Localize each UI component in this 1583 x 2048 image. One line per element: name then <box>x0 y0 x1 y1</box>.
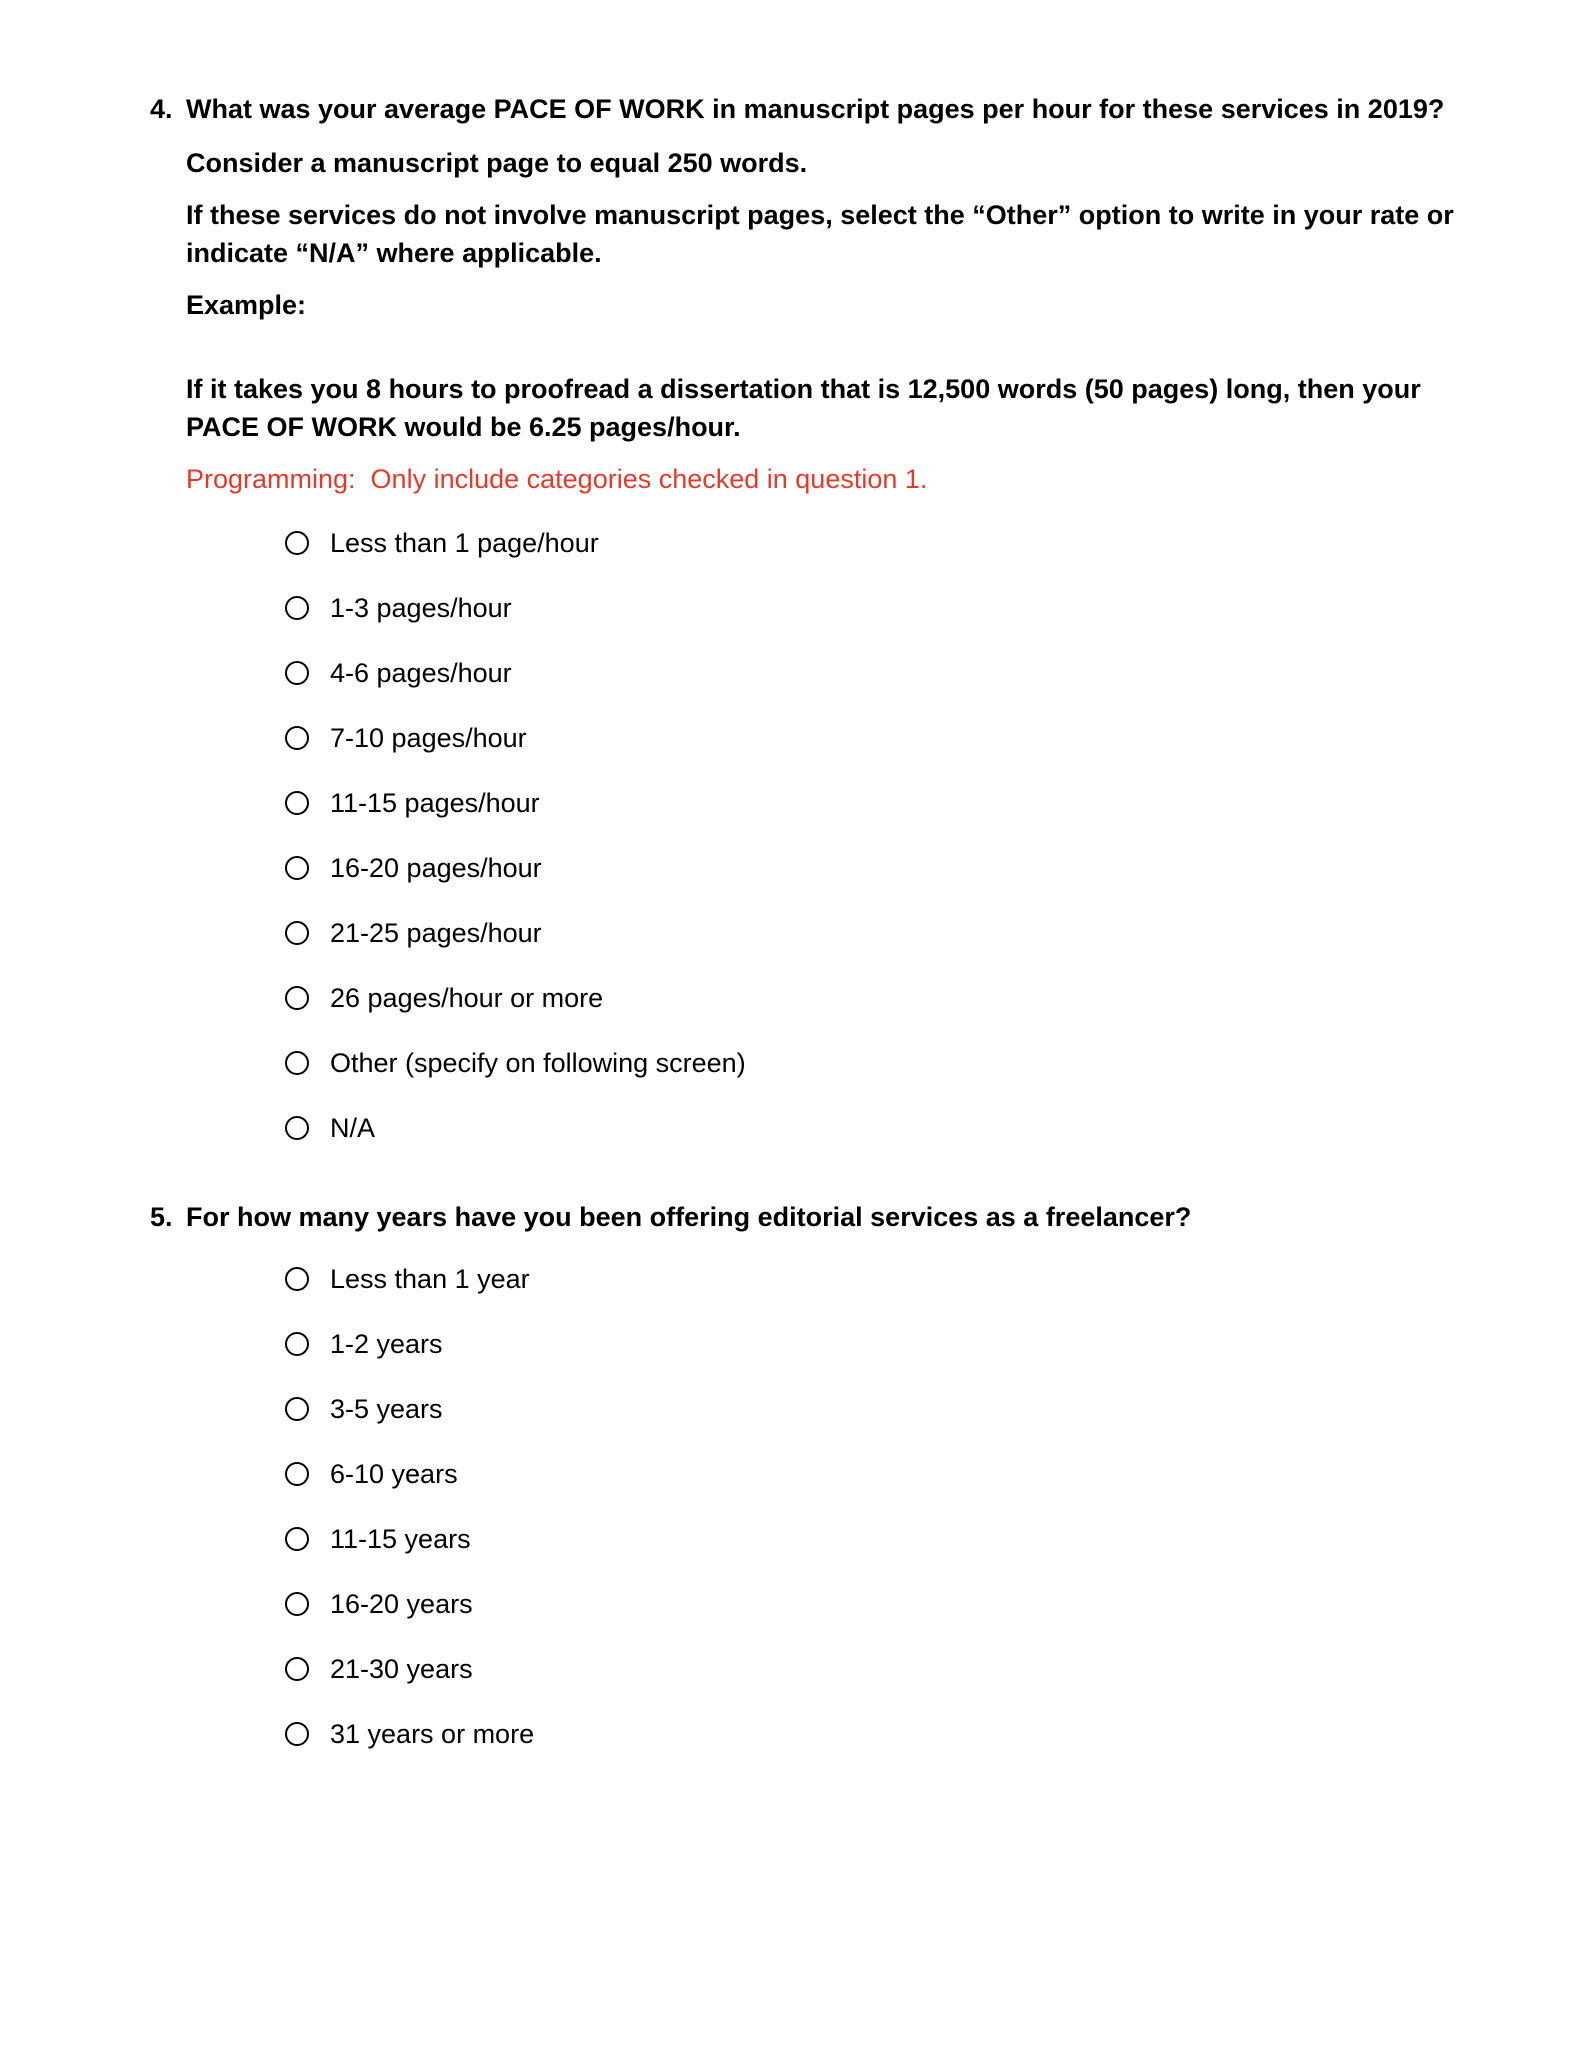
radio-option-label: 1-2 years <box>330 1328 443 1359</box>
radio-option[interactable] <box>0 510 1583 575</box>
radio-option[interactable] <box>0 575 1583 640</box>
radio-option[interactable] <box>0 900 1583 965</box>
radio-icon[interactable] <box>285 1722 309 1746</box>
radio-option-label: 7-10 pages/hour <box>330 722 527 753</box>
radio-option-label: 26 pages/hour or more <box>330 982 604 1013</box>
radio-option[interactable] <box>0 1311 1583 1376</box>
radio-icon[interactable] <box>285 986 309 1010</box>
radio-option[interactable] <box>0 640 1583 705</box>
radio-option-label: 3-5 years <box>330 1393 443 1424</box>
radio-icon[interactable] <box>285 921 309 945</box>
radio-option[interactable] <box>0 1246 1583 1311</box>
radio-icon[interactable] <box>285 531 309 555</box>
radio-icon[interactable] <box>285 1267 309 1291</box>
radio-icon[interactable] <box>285 1051 309 1075</box>
radio-option[interactable] <box>0 1441 1583 1506</box>
q4-instruction-1: Consider a manuscript page to equal 250 words. <box>186 148 808 178</box>
radio-option[interactable] <box>0 705 1583 770</box>
q5-options <box>0 1246 1583 1766</box>
radio-option-label: Less than 1 page/hour <box>330 527 599 558</box>
radio-option[interactable] <box>0 1095 1583 1160</box>
radio-icon[interactable] <box>285 1116 309 1140</box>
question-4-title: What was your average PACE OF WORK in manuscript pages per hour for these services in 2019? <box>186 94 1445 124</box>
q4-instruction-2: If these services do not involve manuscript pages, select the “Other” option to write in your rate or indicate “N/A” where applicable. <box>186 200 1462 268</box>
question-4-header <box>0 90 1583 128</box>
question-5-header <box>0 1198 1583 1236</box>
radio-option[interactable] <box>0 770 1583 835</box>
radio-option-label: N/A <box>330 1112 376 1143</box>
radio-icon[interactable] <box>285 791 309 815</box>
radio-option[interactable] <box>0 1636 1583 1701</box>
q4-example-label: Example: <box>186 290 307 320</box>
radio-icon[interactable] <box>285 596 309 620</box>
radio-icon[interactable] <box>285 1657 309 1681</box>
radio-option-label: 6-10 years <box>330 1458 458 1489</box>
radio-option-label: Other (specify on following screen) <box>330 1047 746 1078</box>
radio-icon[interactable] <box>285 856 309 880</box>
radio-icon[interactable] <box>285 661 309 685</box>
radio-option-label: 16-20 years <box>330 1588 473 1619</box>
radio-icon[interactable] <box>285 1592 309 1616</box>
radio-option-label: 11-15 years <box>330 1523 471 1554</box>
radio-option-label: 1-3 pages/hour <box>330 592 512 623</box>
radio-option-label: Less than 1 year <box>330 1263 530 1294</box>
radio-icon[interactable] <box>285 1462 309 1486</box>
radio-option-label: 11-15 pages/hour <box>330 787 540 818</box>
radio-option-label: 21-30 years <box>330 1653 473 1684</box>
radio-icon[interactable] <box>285 1397 309 1421</box>
q4-example-text: If it takes you 8 hours to proofread a dissertation that is 12,500 words (50 pages) long, then your PACE OF WORK would be 6.25 pages/hour. <box>186 374 1429 442</box>
radio-option[interactable] <box>0 1701 1583 1766</box>
radio-option-label: 4-6 pages/hour <box>330 657 512 688</box>
radio-icon[interactable] <box>285 1332 309 1356</box>
radio-icon[interactable] <box>285 1527 309 1551</box>
radio-option-label: 31 years or more <box>330 1718 535 1749</box>
radio-option[interactable] <box>0 835 1583 900</box>
question-5-title: For how many years have you been offering editorial services as a freelancer? <box>186 1202 1192 1232</box>
question-4-number: 4. <box>150 94 173 124</box>
radio-option[interactable] <box>0 1571 1583 1636</box>
radio-option-label: 21-25 pages/hour <box>330 917 542 948</box>
radio-option[interactable] <box>0 1030 1583 1095</box>
q4-options <box>0 510 1583 1160</box>
q4-programming-note: Programming: Only include categories checked in question 1. <box>186 464 928 494</box>
radio-option[interactable] <box>0 965 1583 1030</box>
radio-icon[interactable] <box>285 726 309 750</box>
radio-option[interactable] <box>0 1376 1583 1441</box>
radio-option[interactable] <box>0 1506 1583 1571</box>
question-5-number: 5. <box>150 1202 173 1232</box>
radio-option-label: 16-20 pages/hour <box>330 852 542 883</box>
